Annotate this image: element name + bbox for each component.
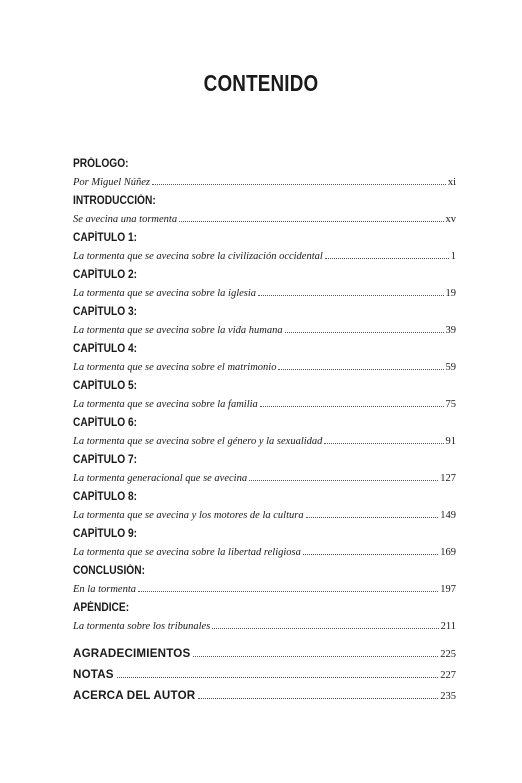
toc-entry-title: La tormenta que se avecina sobre la iglesia bbox=[73, 288, 257, 299]
page-number: 225 bbox=[440, 649, 456, 660]
dot-leader bbox=[285, 332, 444, 333]
toc-main-entry-title: NOTAS bbox=[73, 668, 114, 681]
toc-section bbox=[73, 599, 456, 636]
toc-entry-title: Por Miguel Núñez bbox=[73, 177, 150, 188]
page-number: 211 bbox=[440, 621, 456, 632]
toc-entry-row[interactable] bbox=[73, 247, 456, 266]
toc-section bbox=[73, 192, 456, 229]
page-number: 59 bbox=[445, 362, 456, 373]
section-heading: CAPÍTULO 1: bbox=[73, 231, 138, 244]
toc-entry-row[interactable] bbox=[73, 210, 456, 229]
toc-section bbox=[73, 155, 456, 192]
toc-entry-title: La tormenta que se avecina sobre la vida humana bbox=[73, 325, 283, 336]
section-heading: CONCLUSIÓN: bbox=[73, 564, 145, 577]
toc-sections bbox=[73, 155, 456, 636]
toc-main-entry-title: AGRADECIMIENTOS bbox=[73, 647, 191, 660]
section-heading: CAPÍTULO 5: bbox=[73, 379, 138, 392]
toc-main-entry-row[interactable] bbox=[73, 686, 456, 705]
dot-leader bbox=[306, 517, 439, 518]
toc-entry-title: La tormenta que se avecina sobre el matrimonio bbox=[73, 362, 277, 373]
page-number: xv bbox=[445, 214, 456, 225]
toc-entry-row[interactable] bbox=[73, 321, 456, 340]
toc-entry-row[interactable] bbox=[73, 173, 456, 192]
toc-section bbox=[73, 266, 456, 303]
dot-leader bbox=[260, 406, 444, 407]
section-heading: CAPÍTULO 3: bbox=[73, 305, 138, 318]
page-number: 75 bbox=[445, 399, 456, 410]
section-heading: PRÓLOGO: bbox=[73, 157, 129, 170]
dot-leader bbox=[303, 554, 438, 555]
page-number: 19 bbox=[445, 288, 456, 299]
toc-entry-title: La tormenta que se avecina sobre el género y la sexualidad bbox=[73, 436, 323, 447]
toc-entry-row[interactable] bbox=[73, 469, 456, 488]
section-heading: CAPÍTULO 6: bbox=[73, 416, 138, 429]
toc-main-entry-row[interactable] bbox=[73, 644, 456, 663]
toc-main-entries bbox=[73, 644, 456, 705]
toc-entry-title: La tormenta que se avecina sobre la civilización occidental bbox=[73, 251, 323, 262]
dot-leader bbox=[138, 591, 438, 592]
toc-entry-title: La tormenta generacional que se avecina bbox=[73, 473, 248, 484]
dot-leader bbox=[152, 184, 446, 185]
toc-entry-row[interactable] bbox=[73, 580, 456, 599]
page-number: 169 bbox=[440, 547, 456, 558]
dot-leader bbox=[179, 221, 443, 222]
toc-entry-row[interactable] bbox=[73, 395, 456, 414]
section-heading: INTRODUCCIÓN: bbox=[73, 194, 156, 207]
toc-section bbox=[73, 377, 456, 414]
page-number: xi bbox=[447, 177, 456, 188]
section-heading: CAPÍTULO 9: bbox=[73, 527, 138, 540]
dot-leader bbox=[278, 369, 443, 370]
section-heading: CAPÍTULO 8: bbox=[73, 490, 138, 503]
toc-entry-row[interactable] bbox=[73, 284, 456, 303]
toc-section bbox=[73, 229, 456, 266]
toc-entry-title: La tormenta sobre los tribunales bbox=[73, 621, 211, 632]
dot-leader bbox=[117, 677, 439, 678]
toc-section bbox=[73, 562, 456, 599]
toc-main-entry-title: ACERCA DEL AUTOR bbox=[73, 689, 196, 702]
dot-leader bbox=[249, 480, 438, 481]
page-number: 91 bbox=[445, 436, 456, 447]
page-title: CONTENIDO bbox=[203, 70, 319, 96]
page-number: 197 bbox=[440, 584, 456, 595]
dot-leader bbox=[193, 656, 438, 657]
toc-section bbox=[73, 303, 456, 340]
toc-section bbox=[73, 525, 456, 562]
toc-entry-row[interactable] bbox=[73, 543, 456, 562]
section-heading: CAPÍTULO 4: bbox=[73, 342, 138, 355]
page-number: 1 bbox=[450, 251, 456, 262]
page-number: 149 bbox=[440, 510, 456, 521]
dot-leader bbox=[212, 628, 438, 629]
toc-section bbox=[73, 488, 456, 525]
toc-entry-row[interactable] bbox=[73, 432, 456, 451]
toc-entry-title: La tormenta que se avecina sobre la familia bbox=[73, 399, 258, 410]
section-heading: CAPÍTULO 2: bbox=[73, 268, 138, 281]
section-heading: CAPÍTULO 7: bbox=[73, 453, 138, 466]
dot-leader bbox=[198, 698, 438, 699]
toc-entry-title: Se avecina una tormenta bbox=[73, 214, 178, 225]
toc-entry-row[interactable] bbox=[73, 506, 456, 525]
table-of-contents bbox=[73, 155, 456, 705]
page-number: 227 bbox=[440, 670, 456, 681]
toc-entry-title: La tormenta que se avecina sobre la libertad religiosa bbox=[73, 547, 301, 558]
section-heading: APÉNDICE: bbox=[73, 601, 130, 614]
toc-entry-row[interactable] bbox=[73, 358, 456, 377]
dot-leader bbox=[325, 258, 449, 259]
page-number: 235 bbox=[440, 691, 456, 702]
page-number: 39 bbox=[445, 325, 456, 336]
toc-entry-row[interactable] bbox=[73, 617, 456, 636]
toc-main-entry-row[interactable] bbox=[73, 665, 456, 684]
toc-section bbox=[73, 340, 456, 377]
toc-section bbox=[73, 414, 456, 451]
page-number: 127 bbox=[440, 473, 456, 484]
toc-entry-title: En la tormenta bbox=[73, 584, 136, 595]
dot-leader bbox=[258, 295, 443, 296]
dot-leader bbox=[324, 443, 443, 444]
toc-entry-title: La tormenta que se avecina y los motores de la cultura bbox=[73, 510, 304, 521]
toc-section bbox=[73, 451, 456, 488]
